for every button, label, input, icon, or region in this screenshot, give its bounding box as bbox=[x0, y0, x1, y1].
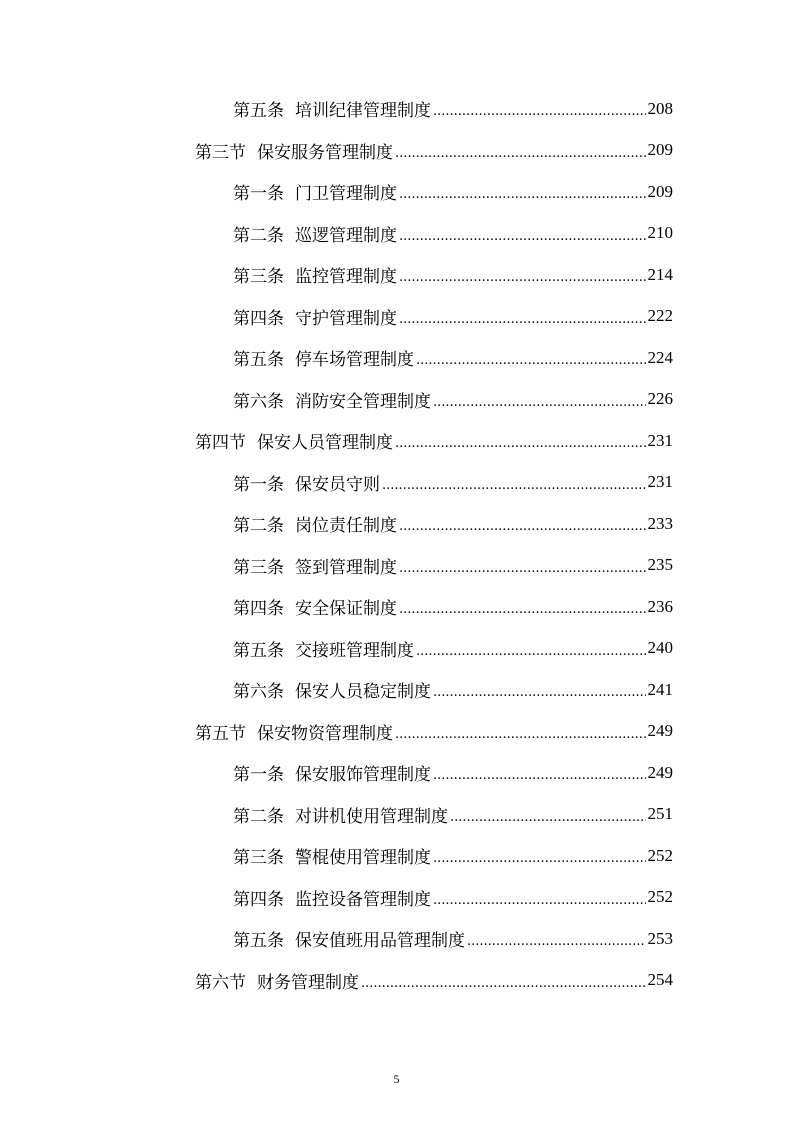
toc-entry-number: 第六条 bbox=[233, 682, 284, 703]
toc-entry-number: 第六节 bbox=[195, 972, 246, 993]
toc-entry-title: 安全保证制度 bbox=[295, 599, 397, 620]
page-number: 5 bbox=[393, 1072, 400, 1086]
toc-entry-title: 岗位责任制度 bbox=[295, 516, 397, 537]
toc-entry-title: 巡逻管理制度 bbox=[295, 225, 397, 246]
toc-entry-number: 第二条 bbox=[233, 225, 284, 246]
toc-entry-title: 保安人员稳定制度 bbox=[295, 682, 431, 703]
toc-entry-page: 209 bbox=[647, 140, 673, 160]
toc-section-heading[interactable] bbox=[0, 711, 673, 753]
toc-entry-page: 249 bbox=[647, 762, 673, 782]
toc-entry-page: 252 bbox=[647, 845, 673, 865]
dot-leader bbox=[395, 727, 646, 742]
dot-leader bbox=[399, 519, 646, 534]
dot-leader bbox=[399, 270, 646, 285]
toc-entry-page: 254 bbox=[647, 970, 673, 990]
toc-entry-number: 第五条 bbox=[233, 640, 284, 661]
toc-entry-page: 249 bbox=[647, 721, 673, 741]
dot-leader bbox=[433, 851, 646, 866]
toc-entry-page: 233 bbox=[647, 513, 673, 533]
toc-entry-title: 签到管理制度 bbox=[295, 557, 397, 578]
toc-entry-title: 财务管理制度 bbox=[257, 972, 359, 993]
toc-entry-number: 第三节 bbox=[195, 142, 246, 163]
dot-leader bbox=[399, 561, 646, 576]
toc-entry[interactable] bbox=[0, 503, 673, 545]
toc-entry-page: 252 bbox=[647, 887, 673, 907]
toc-entry[interactable] bbox=[0, 462, 673, 504]
toc-entry[interactable] bbox=[0, 254, 673, 296]
toc-entry-page: 236 bbox=[647, 596, 673, 616]
toc-entry-number: 第三条 bbox=[233, 848, 284, 869]
toc-entry-title: 监控管理制度 bbox=[295, 267, 397, 288]
dot-leader bbox=[467, 934, 646, 949]
toc-entry[interactable] bbox=[0, 171, 673, 213]
toc-entry-number: 第二条 bbox=[233, 516, 284, 537]
toc-entry-page: 214 bbox=[647, 264, 673, 284]
toc-entry-title: 交接班管理制度 bbox=[295, 640, 414, 661]
toc-entry[interactable] bbox=[0, 296, 673, 338]
toc-entry[interactable] bbox=[0, 545, 673, 587]
toc-entry-page: 222 bbox=[647, 306, 673, 326]
toc-entry-page: 210 bbox=[647, 223, 673, 243]
toc-entry-number: 第五条 bbox=[233, 931, 284, 952]
toc-entry-title: 守护管理制度 bbox=[295, 308, 397, 329]
toc-entry-title: 门卫管理制度 bbox=[295, 184, 397, 205]
toc-entry-title: 保安人员管理制度 bbox=[257, 433, 393, 454]
toc-entry[interactable] bbox=[0, 752, 673, 794]
toc-entry-title: 停车场管理制度 bbox=[295, 350, 414, 371]
toc-entry-page: 226 bbox=[647, 389, 673, 409]
toc-entry[interactable] bbox=[0, 213, 673, 255]
toc-entry-page: 209 bbox=[647, 181, 673, 201]
toc-entry-title: 保安服务管理制度 bbox=[257, 142, 393, 163]
toc-entry-title: 保安值班用品管理制度 bbox=[295, 931, 465, 952]
dot-leader bbox=[450, 810, 646, 825]
toc-entry-title: 保安物资管理制度 bbox=[257, 723, 393, 744]
toc-entry-page: 224 bbox=[647, 347, 673, 367]
toc-entry[interactable] bbox=[0, 669, 673, 711]
toc-entry-title: 消防安全管理制度 bbox=[295, 391, 431, 412]
dot-leader bbox=[433, 893, 646, 908]
toc-entry-number: 第六条 bbox=[233, 391, 284, 412]
table-of-contents bbox=[0, 88, 793, 1001]
toc-entry-title: 培训纪律管理制度 bbox=[295, 101, 431, 122]
dot-leader bbox=[361, 976, 646, 991]
dot-leader bbox=[433, 768, 646, 783]
dot-leader bbox=[399, 229, 646, 244]
toc-entry[interactable] bbox=[0, 628, 673, 670]
dot-leader bbox=[395, 436, 646, 451]
toc-entry-number: 第四节 bbox=[195, 433, 246, 454]
toc-entry-page: 241 bbox=[647, 679, 673, 699]
toc-section-heading[interactable] bbox=[0, 420, 673, 462]
toc-entry-number: 第四条 bbox=[233, 889, 284, 910]
toc-entry-title: 警棍使用管理制度 bbox=[295, 848, 431, 869]
toc-entry-number: 第一条 bbox=[233, 474, 284, 495]
dot-leader bbox=[395, 146, 646, 161]
dot-leader bbox=[416, 353, 646, 368]
toc-entry-page: 208 bbox=[647, 98, 673, 118]
toc-entry-number: 第二条 bbox=[233, 806, 284, 827]
toc-entry-title: 保安员守则 bbox=[295, 474, 380, 495]
toc-entry-number: 第一条 bbox=[233, 184, 284, 205]
toc-entry[interactable] bbox=[0, 877, 673, 919]
toc-entry-title: 保安服饰管理制度 bbox=[295, 765, 431, 786]
toc-entry[interactable] bbox=[0, 918, 673, 960]
toc-entry-number: 第三条 bbox=[233, 267, 284, 288]
dot-leader bbox=[399, 602, 646, 617]
dot-leader bbox=[433, 685, 646, 700]
dot-leader bbox=[399, 187, 646, 202]
toc-entry-number: 第四条 bbox=[233, 599, 284, 620]
dot-leader bbox=[433, 104, 646, 119]
toc-entry-number: 第五节 bbox=[195, 723, 246, 744]
toc-entry[interactable] bbox=[0, 379, 673, 421]
toc-entry-page: 231 bbox=[647, 472, 673, 492]
toc-entry-page: 235 bbox=[647, 555, 673, 575]
toc-entry-page: 240 bbox=[647, 638, 673, 658]
dot-leader bbox=[433, 395, 646, 410]
toc-entry-title: 对讲机使用管理制度 bbox=[295, 806, 448, 827]
toc-entry-number: 第四条 bbox=[233, 308, 284, 329]
dot-leader bbox=[399, 312, 646, 327]
toc-section-heading[interactable] bbox=[0, 130, 673, 172]
toc-entry-page: 251 bbox=[647, 804, 673, 824]
toc-entry[interactable] bbox=[0, 337, 673, 379]
toc-entry[interactable] bbox=[0, 586, 673, 628]
toc-entry[interactable] bbox=[0, 835, 673, 877]
toc-entry-number: 第一条 bbox=[233, 765, 284, 786]
toc-entry-title: 监控设备管理制度 bbox=[295, 889, 431, 910]
toc-entry-page: 231 bbox=[647, 430, 673, 450]
toc-entry-page: 253 bbox=[647, 928, 673, 948]
toc-entry-number: 第三条 bbox=[233, 557, 284, 578]
dot-leader bbox=[382, 478, 646, 493]
toc-entry[interactable] bbox=[0, 794, 673, 836]
toc-entry-number: 第五条 bbox=[233, 350, 284, 371]
toc-entry-number: 第五条 bbox=[233, 101, 284, 122]
toc-section-heading[interactable] bbox=[0, 960, 673, 1002]
toc-entry[interactable] bbox=[0, 88, 673, 130]
dot-leader bbox=[416, 644, 646, 659]
